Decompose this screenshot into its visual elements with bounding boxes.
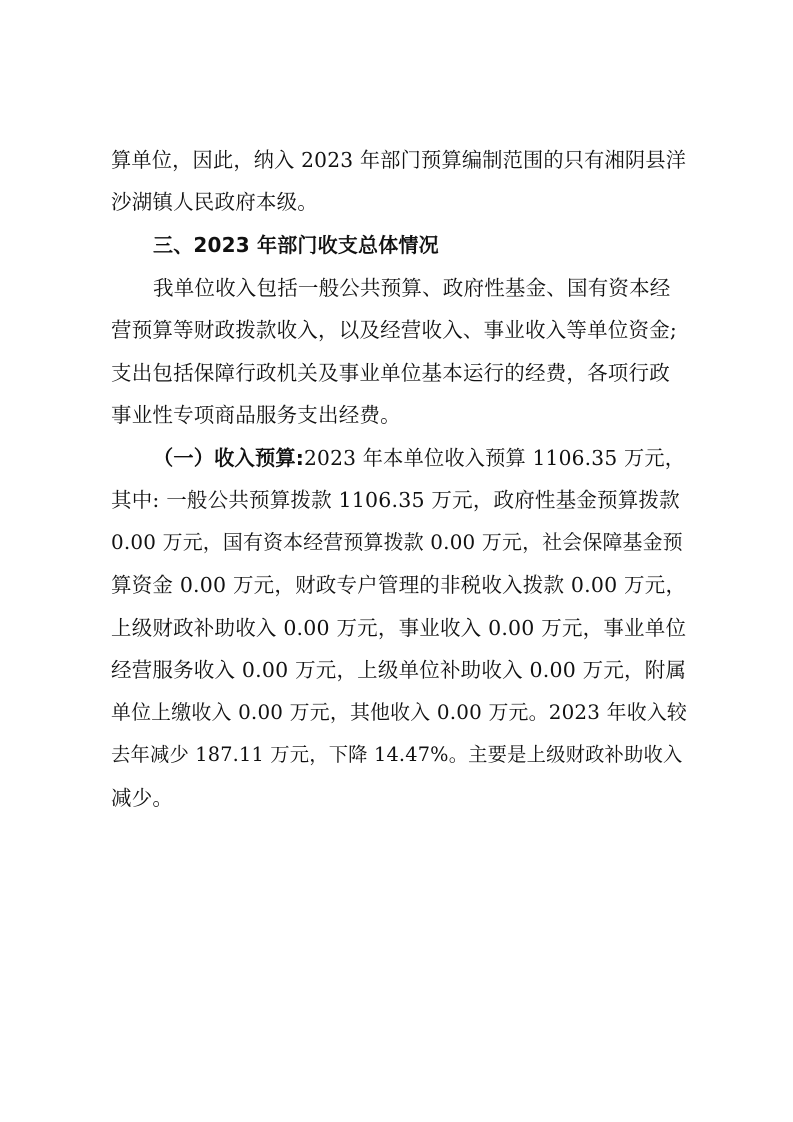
paragraph-line: 沙湖镇人民政府本级。 bbox=[111, 190, 318, 214]
paragraph-line: 经营服务收入 0.00 万元，上级单位补助收入 0.00 万元，附属 bbox=[111, 658, 687, 682]
paragraph-line: 其中: 一般公共预算拨款 1106.35 万元，政府性基金预算拨款 bbox=[111, 488, 680, 512]
paragraph-line: 营预算等财政拨款收入，以及经营收入、事业收入等单位资金; bbox=[111, 318, 678, 342]
paragraph-line: 减少。 bbox=[111, 786, 174, 810]
paragraph-line: 单位上缴收入 0.00 万元，其他收入 0.00 万元。2023 年收入较 bbox=[111, 701, 688, 724]
paragraph-line: 算资金 0.00 万元，财政专户管理的非税收入拨款 0.00 万元， bbox=[111, 573, 687, 597]
paragraph-line: 算单位，因此，纳入 2023 年部门预算编制范围的只有湘阴县洋 bbox=[111, 148, 687, 172]
section-heading: 三、2023 年部门收支总体情况 bbox=[153, 233, 439, 257]
paragraph-line: 支出包括保障行政机关及事业单位基本运行的经费，各项行政 bbox=[111, 361, 670, 385]
income-first-line bbox=[153, 444, 686, 472]
income-first-line-text: 2023 年本单位收入预算 1106.35 万元， bbox=[304, 446, 686, 470]
paragraph-line: 我单位收入包括一般公共预算、政府性基金、国有资本经 bbox=[153, 276, 671, 300]
paragraph-line: 去年减少 187.11 万元，下降 14.47%。主要是上级财政补助收入 bbox=[111, 743, 683, 766]
paragraph-line: 事业性专项商品服务支出经费。 bbox=[111, 403, 401, 427]
paragraph-line: 上级财政补助收入 0.00 万元，事业收入 0.00 万元，事业单位 bbox=[111, 616, 687, 640]
income-subheading: （一）收入预算: bbox=[153, 446, 304, 470]
paragraph-line: 0.00 万元，国有资本经营预算拨款 0.00 万元，社会保障基金预 bbox=[111, 531, 683, 554]
